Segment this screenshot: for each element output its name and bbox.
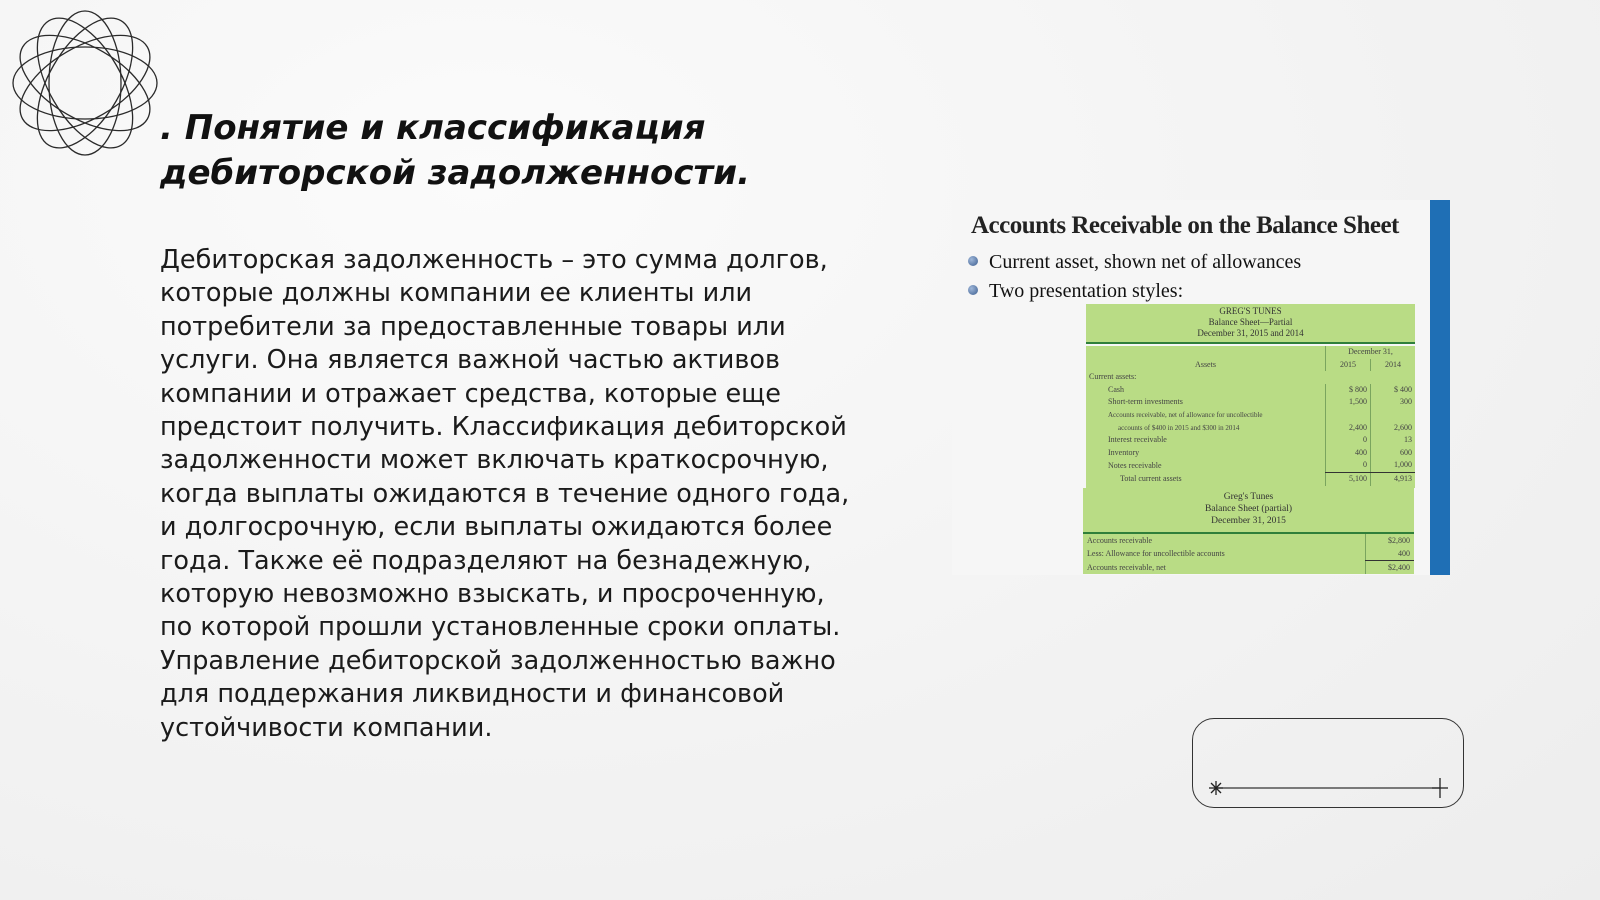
table2-date: December 31, 2015: [1211, 516, 1286, 526]
bullet-dot-icon: [968, 285, 978, 295]
table-row: Accounts receivable $2,800: [1083, 534, 1414, 547]
table1-section: Current assets:: [1089, 372, 1137, 382]
table1-year: 2015: [1326, 359, 1371, 372]
table-row: Interest receivable 0 13: [1086, 434, 1415, 447]
table1-year: 2014: [1371, 359, 1416, 372]
table1-col-label: Assets: [1195, 359, 1216, 369]
slide-title: Accounts Receivable on the Balance Sheet: [971, 212, 1399, 239]
balance-sheet-slide: [952, 200, 1450, 575]
table-row: Accounts receivable, net of allowance for uncollectible: [1086, 409, 1415, 422]
table2-body: [1083, 534, 1414, 574]
table1-company: GREG'S TUNES: [1219, 306, 1282, 316]
table-row: accounts of $400 in 2015 and $300 in 2014 2,400 2,600: [1086, 422, 1415, 435]
decorative-frame: [1192, 718, 1464, 808]
bullet-item: [968, 277, 1301, 306]
table1-header: [1086, 304, 1415, 344]
bullet-text: Two presentation styles:: [989, 280, 1184, 302]
bullet-item: [968, 248, 1301, 277]
body-paragraph: Дебиторская задолженность – это сумма долгов, которые должны компании ее клиенты или потребители за предоставленные товары или услуги. Она является важной частью активов компании и отражает средства, которые еще предстоит получить. Классификация дебиторской задолженности может включать краткосрочную, когда выплаты ожидаются в течение одного года, и долгосрочную, если выплаты ожидаются более года. Также её подразделяют на безнадежную, которую невозможно взыскать, и просроченную, по которой прошли установленные сроки оплаты. Управление дебиторской задолженностью важно для поддержания ликвидности и финансовой устойчивости компании.: [160, 245, 850, 743]
table2-subtitle: Balance Sheet (partial): [1204, 504, 1293, 514]
page-title: . Понятие и классификация дебиторской задолженности.: [160, 108, 750, 193]
table1-body: [1086, 346, 1415, 488]
table-row: Total current assets 5,100 4,913: [1086, 472, 1415, 485]
table2-header: [1083, 488, 1414, 534]
table-row: Inventory 400 600: [1086, 447, 1415, 460]
table2-company: Greg's Tunes: [1223, 492, 1274, 502]
table1-col-group: December 31,: [1326, 346, 1416, 359]
bullet-dot-icon: [968, 256, 978, 266]
table-row: Less: Allowance for uncollectible accounts 400: [1083, 547, 1414, 561]
sparkle-icon: [1209, 781, 1223, 795]
table-row: Cash $ 800 $ 400: [1086, 384, 1415, 397]
table-row: Accounts receivable, net $2,400: [1083, 561, 1414, 575]
table1-subtitle: Balance Sheet—Partial: [1208, 317, 1293, 327]
bullet-text: Current asset, shown net of allowances: [989, 251, 1302, 273]
slide-bullets: [968, 248, 1301, 306]
table-row: Notes receivable 0 1,000: [1086, 459, 1415, 472]
orbit-rings-logo-icon: [10, 8, 160, 158]
crosshair-icon: [1432, 778, 1448, 798]
table1-date: December 31, 2015 and 2014: [1197, 328, 1304, 338]
decorative-line: [1192, 718, 1464, 808]
table-row: Short-term investments 1,500 300: [1086, 396, 1415, 409]
slide-accent-bar: [1430, 200, 1450, 575]
